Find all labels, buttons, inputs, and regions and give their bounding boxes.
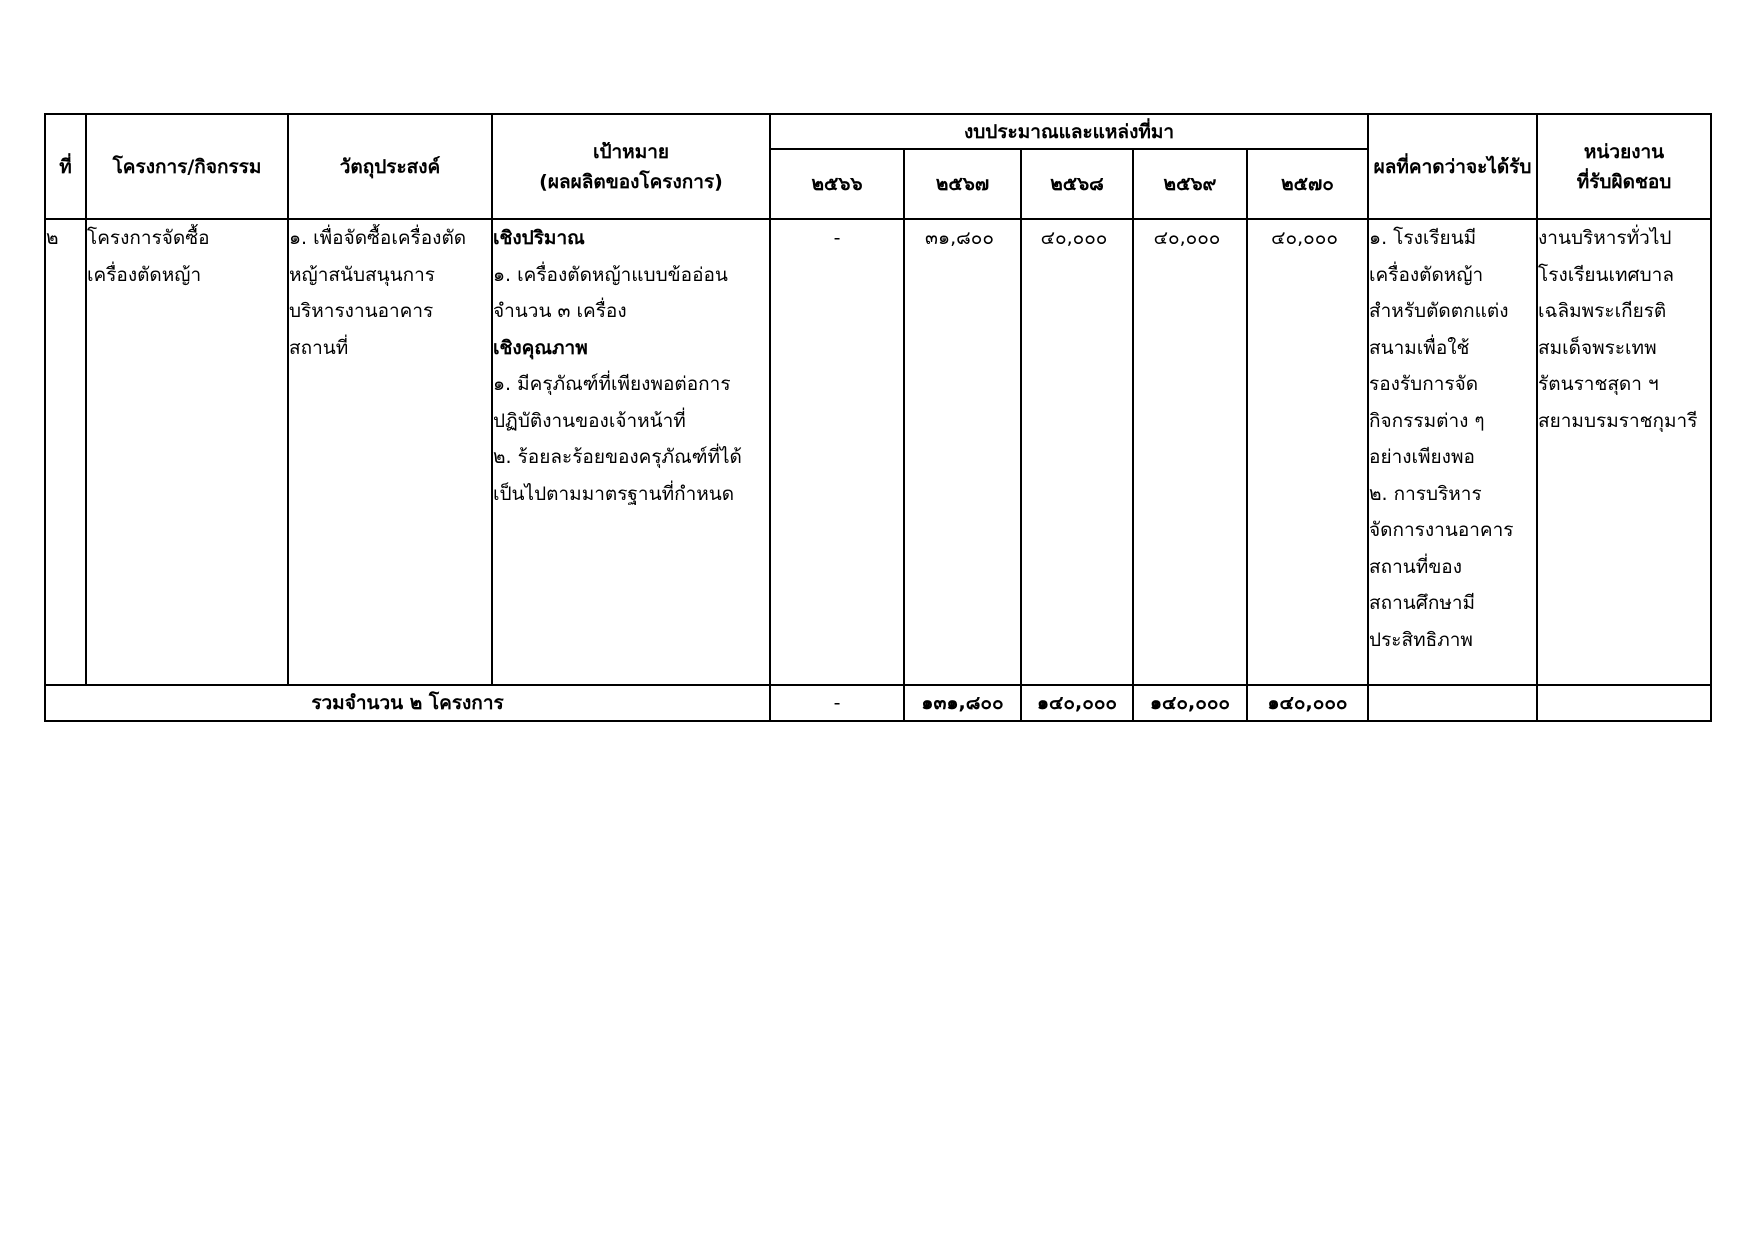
expected-line: อย่างเพียงพอ	[1369, 446, 1475, 468]
agency-line: รัตนราชสุดา ฯ	[1538, 373, 1659, 395]
header-year-2569: ๒๕๖๙	[1133, 149, 1247, 219]
total-budget-2570: ๑๔๐,๐๐๐	[1247, 685, 1368, 721]
row-budget-2568: ๔๐,๐๐๐	[1021, 219, 1133, 685]
project-line: โครงการจัดซื้อ	[87, 227, 210, 249]
header-target-line1: เป้าหมาย	[592, 140, 670, 163]
row-budget-2566: -	[770, 219, 904, 685]
objective-line: ๑. เพื่อจัดซื้อเครื่องตัด	[289, 227, 467, 249]
row-no: ๒	[45, 219, 86, 685]
agency-line: เฉลิมพระเกียรติ	[1538, 300, 1667, 322]
row-project	[86, 219, 288, 685]
agency-line: สมเด็จพระเทพ	[1538, 336, 1657, 359]
header-agency-line2: ที่รับผิดชอบ	[1576, 170, 1672, 193]
total-row	[45, 685, 1711, 721]
expected-line: สถานที่ของ	[1369, 555, 1462, 578]
header-year-2566: ๒๕๖๖	[770, 149, 904, 219]
expected-line: ๑. โรงเรียนมี	[1369, 227, 1477, 249]
target-line: เป็นไปตามมาตรฐานที่กำหนด	[493, 482, 735, 505]
objective-line: หญ้าสนับสนุนการ	[289, 263, 435, 286]
agency-line: สยามบรมราชกุมารี	[1538, 409, 1698, 432]
expected-line: ประสิทธิภาพ	[1369, 628, 1473, 651]
header-year-2570: ๒๕๗๐	[1247, 149, 1368, 219]
row-budget-2570: ๔๐,๐๐๐	[1247, 219, 1368, 685]
header-budget-group: งบประมาณและแหล่งที่มา	[770, 114, 1368, 149]
target-quality-heading: เชิงคุณภาพ	[493, 336, 588, 359]
expected-line: จัดการงานอาคาร	[1369, 519, 1514, 541]
header-expected: ผลที่คาดว่าจะได้รับ	[1368, 114, 1537, 219]
row-budget-2567: ๓๑,๘๐๐	[904, 219, 1021, 685]
header-project: โครงการ/กิจกรรม	[86, 114, 288, 219]
expected-line: สถานศึกษามี	[1369, 592, 1476, 614]
objective-line: บริหารงานอาคาร	[289, 300, 434, 322]
project-line: เครื่องตัดหญ้า	[87, 263, 202, 286]
table-row	[45, 219, 1711, 685]
project-plan-table	[44, 113, 1712, 722]
expected-line: รองรับการจัด	[1369, 373, 1479, 395]
total-budget-2566: -	[770, 685, 904, 721]
header-target-line2: (ผลผลิตของโครงการ)	[539, 170, 723, 193]
total-expected-empty	[1368, 685, 1537, 721]
agency-line: โรงเรียนเทศบาล	[1538, 263, 1674, 286]
row-agency	[1537, 219, 1711, 685]
header-year-2568: ๒๕๖๘	[1021, 149, 1133, 219]
header-target	[492, 114, 770, 219]
row-objective	[288, 219, 492, 685]
agency-line: งานบริหารทั่วไป	[1538, 227, 1672, 249]
expected-line: กิจกรรมต่าง ๆ	[1369, 409, 1485, 432]
target-line: ๒. ร้อยละร้อยของครุภัณฑ์ที่ได้	[493, 446, 742, 468]
row-budget-2569: ๔๐,๐๐๐	[1133, 219, 1247, 685]
expected-line: เครื่องตัดหญ้า	[1369, 263, 1484, 286]
total-budget-2569: ๑๔๐,๐๐๐	[1133, 685, 1247, 721]
row-target	[492, 219, 770, 685]
objective-line: สถานที่	[289, 336, 349, 359]
target-quantity-heading: เชิงปริมาณ	[493, 227, 585, 249]
target-line: จำนวน ๓ เครื่อง	[493, 300, 627, 322]
header-agency	[1537, 114, 1711, 219]
total-agency-empty	[1537, 685, 1711, 721]
header-agency-line1: หน่วยงาน	[1583, 140, 1665, 163]
total-label: รวมจำนวน ๒ โครงการ	[45, 685, 770, 721]
target-line: ๑. เครื่องตัดหญ้าแบบข้ออ่อน	[493, 263, 728, 286]
expected-line: สนามเพื่อใช้	[1369, 336, 1470, 359]
row-expected	[1368, 219, 1537, 685]
header-no: ที่	[45, 114, 86, 219]
total-budget-2568: ๑๔๐,๐๐๐	[1021, 685, 1133, 721]
header-objective: วัตถุประสงค์	[288, 114, 492, 219]
target-line: ๑. มีครุภัณฑ์ที่เพียงพอต่อการ	[493, 373, 731, 395]
total-budget-2567: ๑๓๑,๘๐๐	[904, 685, 1021, 721]
expected-line: สำหรับตัดตกแต่ง	[1369, 300, 1509, 322]
target-line: ปฏิบัติงานของเจ้าหน้าที่	[493, 409, 686, 432]
header-row-top	[45, 114, 1711, 149]
header-year-2567: ๒๕๖๗	[904, 149, 1021, 219]
expected-line: ๒. การบริหาร	[1369, 482, 1482, 505]
